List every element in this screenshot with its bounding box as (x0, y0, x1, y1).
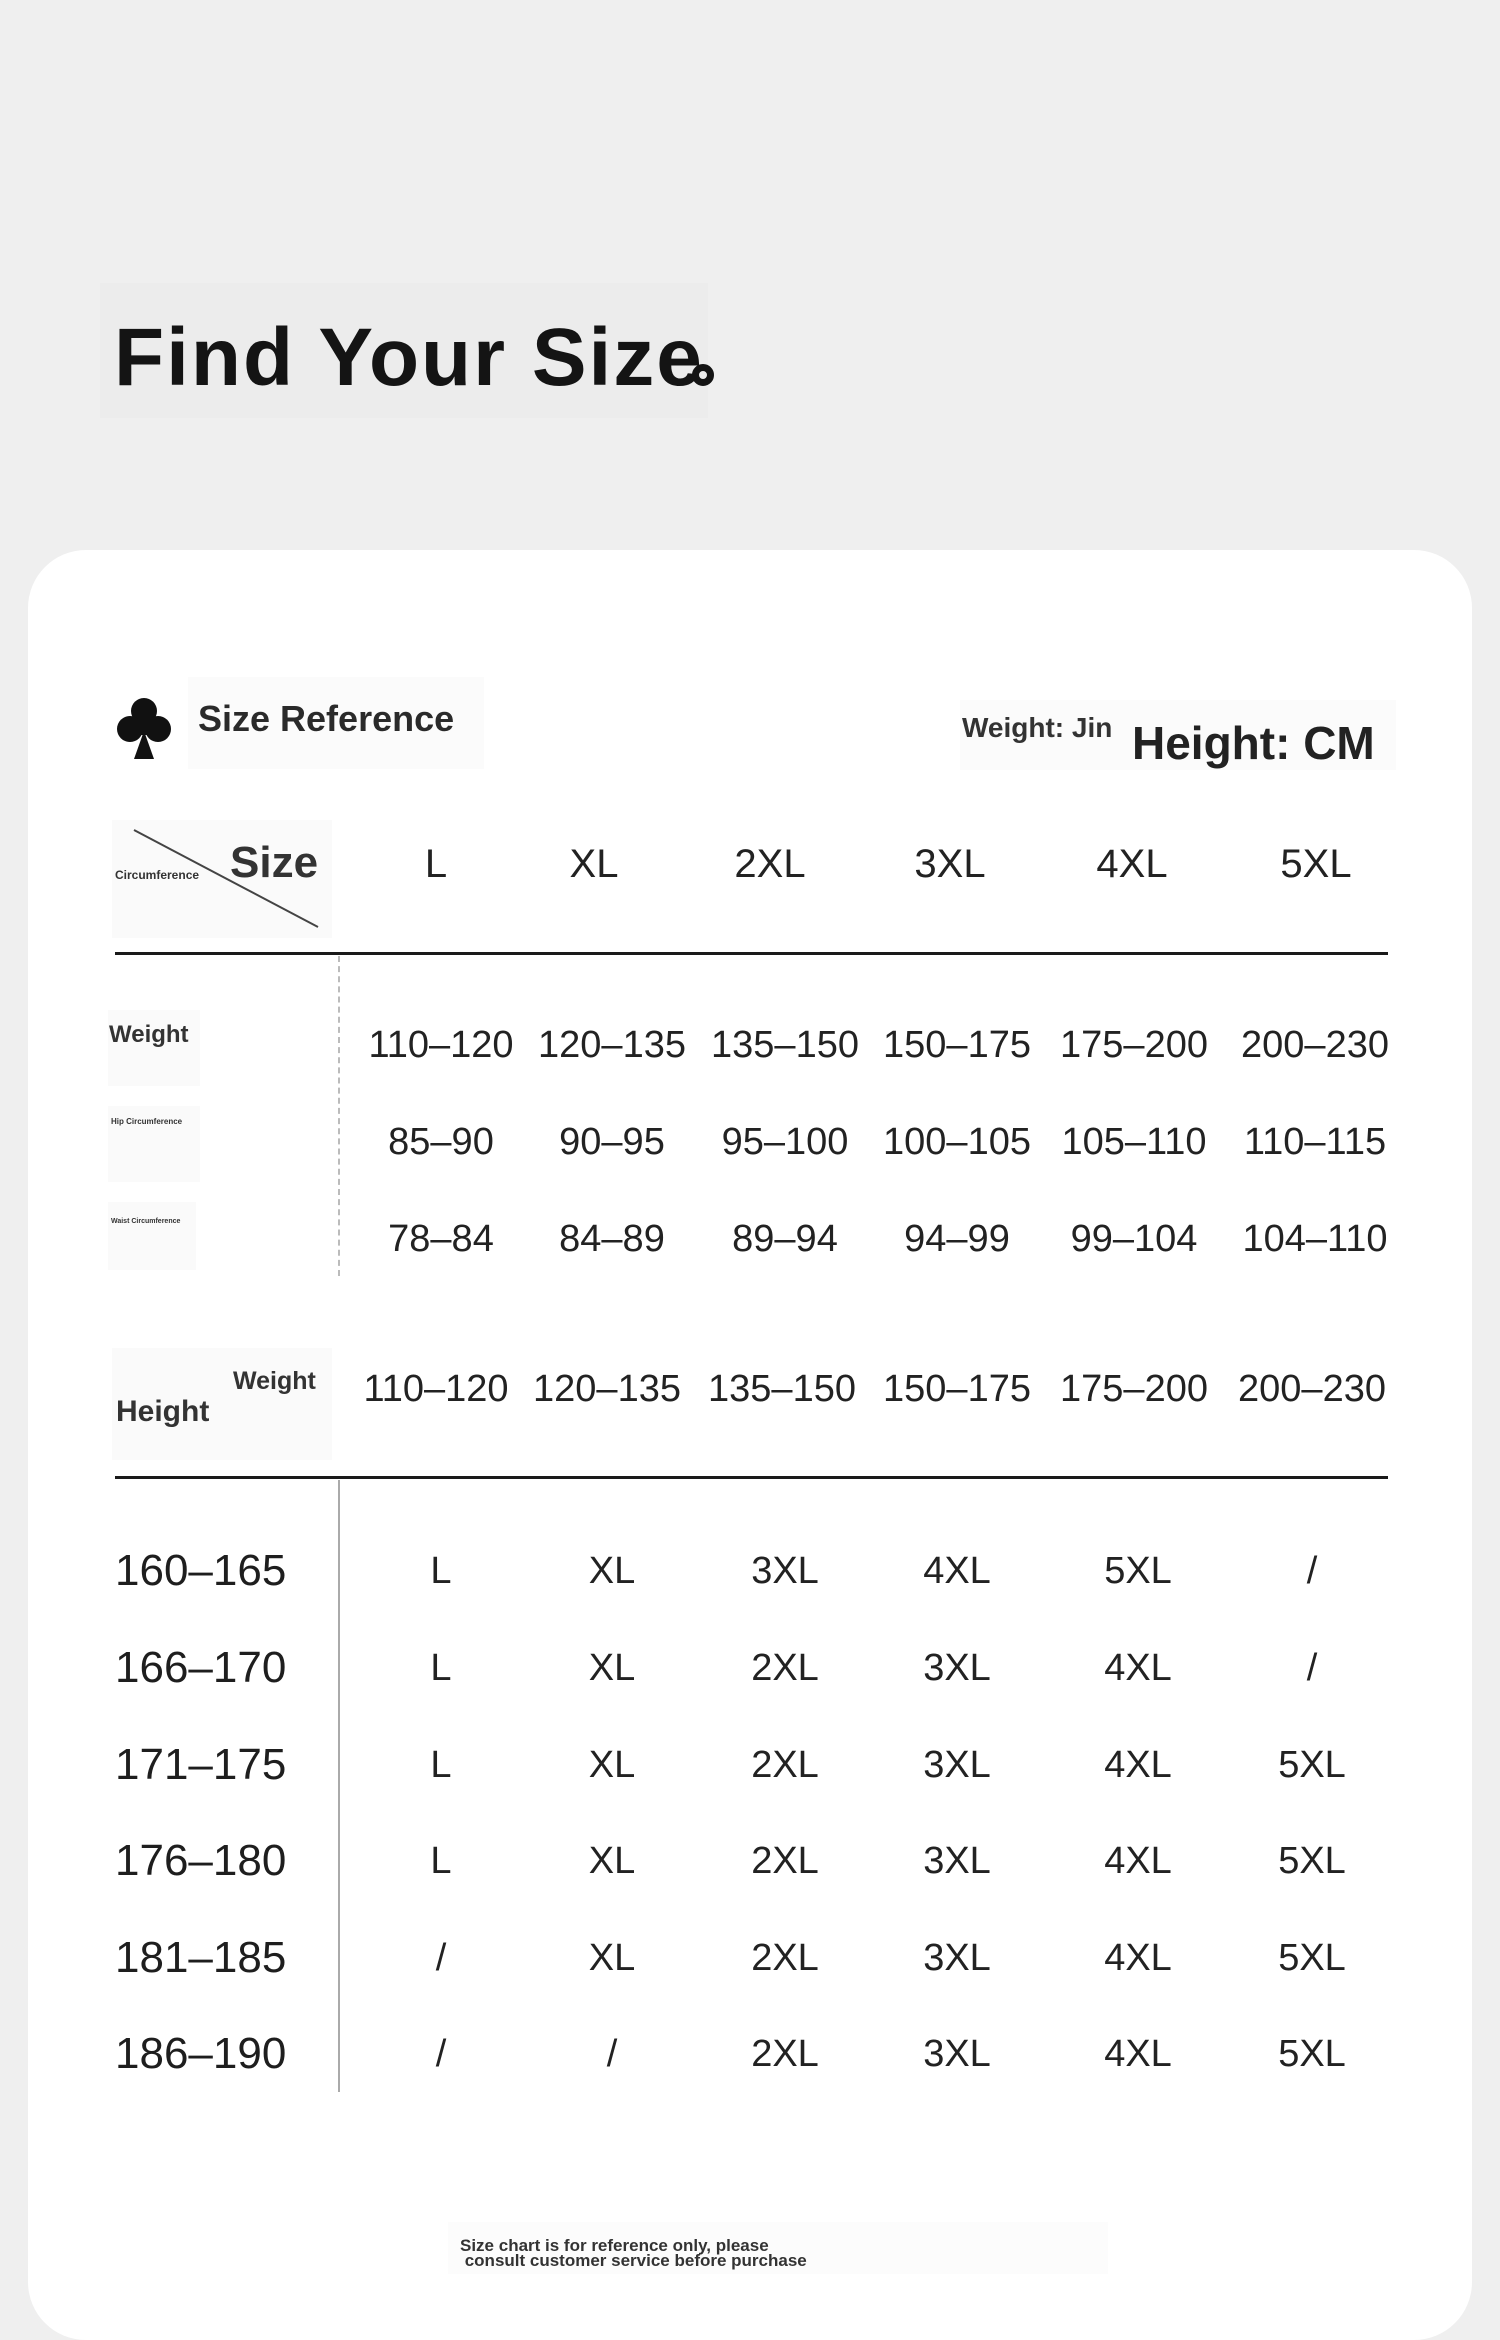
size-cell: XL (588, 1550, 636, 1592)
height-row-label: 171–175 (115, 1740, 287, 1789)
weight-column-header: 150–175 (883, 1368, 1031, 1410)
size-cell: L (430, 1840, 452, 1882)
size-table-column-divider (338, 956, 340, 1276)
size-column-header: 4XL (1096, 842, 1168, 886)
size-cell: 3XL (923, 1937, 991, 1979)
table-cell: 85–90 (388, 1121, 494, 1163)
weight-column-header: 200–230 (1238, 1368, 1386, 1410)
size-cell: 4XL (1104, 1647, 1172, 1689)
size-table-divider (115, 952, 1388, 955)
size-column-header: 3XL (914, 842, 986, 886)
size-cell: 4XL (1104, 2033, 1172, 2075)
row-label-waist: Waist Circumference (111, 1218, 181, 1225)
size-column-header: XL (569, 842, 619, 886)
size-cell: 3XL (923, 1647, 991, 1689)
row-label-box (108, 1202, 196, 1270)
weight-unit-label: Weight: Jin (962, 712, 1113, 743)
size-column-header: 2XL (734, 842, 806, 886)
size-cell: 4XL (923, 1550, 991, 1592)
height-table-column-divider (338, 1480, 340, 2092)
size-column-header: L (424, 842, 448, 886)
height-row-label: 166–170 (115, 1643, 287, 1692)
size-cell: XL (588, 1840, 636, 1882)
size-cell: L (430, 1647, 452, 1689)
table-cell: 135–150 (711, 1024, 859, 1066)
corner-height-label: Height (116, 1395, 210, 1428)
size-cell: 5XL (1104, 1550, 1172, 1592)
size-cell: 5XL (1278, 1840, 1346, 1882)
table-cell: 94–99 (904, 1218, 1010, 1260)
table-cell: 110–120 (368, 1024, 514, 1066)
table-cell: 95–100 (721, 1121, 849, 1163)
size-cell: 3XL (923, 1840, 991, 1882)
size-cell: / (1306, 1647, 1318, 1689)
table-cell: 90–95 (559, 1121, 665, 1163)
height-row-label: 181–185 (115, 1933, 287, 1982)
size-cell: 3XL (923, 1744, 991, 1786)
row-label-weight: Weight (109, 1021, 189, 1048)
size-cell: 5XL (1278, 2033, 1346, 2075)
size-cell: XL (588, 1744, 636, 1786)
size-cell: 4XL (1104, 1840, 1172, 1882)
table-cell: 200–230 (1241, 1024, 1389, 1066)
size-cell: 2XL (751, 1840, 819, 1882)
size-cell: 2XL (751, 1937, 819, 1979)
height-row-label: 186–190 (115, 2029, 287, 2078)
height-row-label: 160–165 (115, 1546, 287, 1595)
corner-circumference-label: Circumference (115, 868, 200, 882)
size-cell: 4XL (1104, 1744, 1172, 1786)
size-cell: XL (588, 1647, 636, 1689)
footnote: Size chart is for reference only, please consult customer service before purchase (460, 2236, 807, 2270)
size-cell: / (1306, 1550, 1318, 1592)
size-cell: 3XL (751, 1550, 819, 1592)
size-cell: L (430, 1744, 452, 1786)
table-cell: 99–104 (1070, 1218, 1198, 1260)
corner-weight-label: Weight (233, 1367, 316, 1395)
table-cell: 105–110 (1061, 1121, 1207, 1163)
table-cell: 89–94 (732, 1218, 838, 1260)
size-reference-label: Size Reference (198, 698, 455, 739)
size-cell: 2XL (751, 1744, 819, 1786)
table-cell: 120–135 (538, 1024, 686, 1066)
weight-column-header: 120–135 (533, 1368, 681, 1410)
size-cell: L (430, 1550, 452, 1592)
page-title: Find Your Size (114, 312, 704, 403)
size-cell: / (435, 2033, 447, 2075)
weight-column-header: 135–150 (708, 1368, 856, 1410)
size-cell: 2XL (751, 1647, 819, 1689)
table-cell: 110–115 (1243, 1121, 1387, 1163)
row-label-hip: Hip Circumference (111, 1117, 183, 1126)
table-cell: 100–105 (883, 1121, 1031, 1163)
size-cell: 3XL (923, 2033, 991, 2075)
size-cell: 5XL (1278, 1744, 1346, 1786)
size-cell: 2XL (751, 2033, 819, 2075)
weight-column-header: 110–120 (363, 1368, 509, 1410)
size-cell: 5XL (1278, 1937, 1346, 1979)
height-table-divider (115, 1476, 1388, 1479)
size-cell: / (435, 1937, 447, 1979)
height-unit-label: Height: CM (1132, 717, 1375, 769)
size-cell: XL (588, 1937, 636, 1979)
size-cell: 4XL (1104, 1937, 1172, 1979)
table-cell: 150–175 (883, 1024, 1031, 1066)
table-cell: 84–89 (559, 1218, 665, 1260)
table-cell: 175–200 (1060, 1024, 1208, 1066)
size-cell: / (606, 2033, 618, 2075)
height-row-label: 176–180 (115, 1836, 287, 1885)
table-cell: 104–110 (1242, 1218, 1388, 1260)
corner-size-label: Size (230, 838, 319, 887)
size-column-header: 5XL (1280, 842, 1352, 886)
weight-column-header: 175–200 (1060, 1368, 1208, 1410)
table-cell: 78–84 (388, 1218, 494, 1260)
